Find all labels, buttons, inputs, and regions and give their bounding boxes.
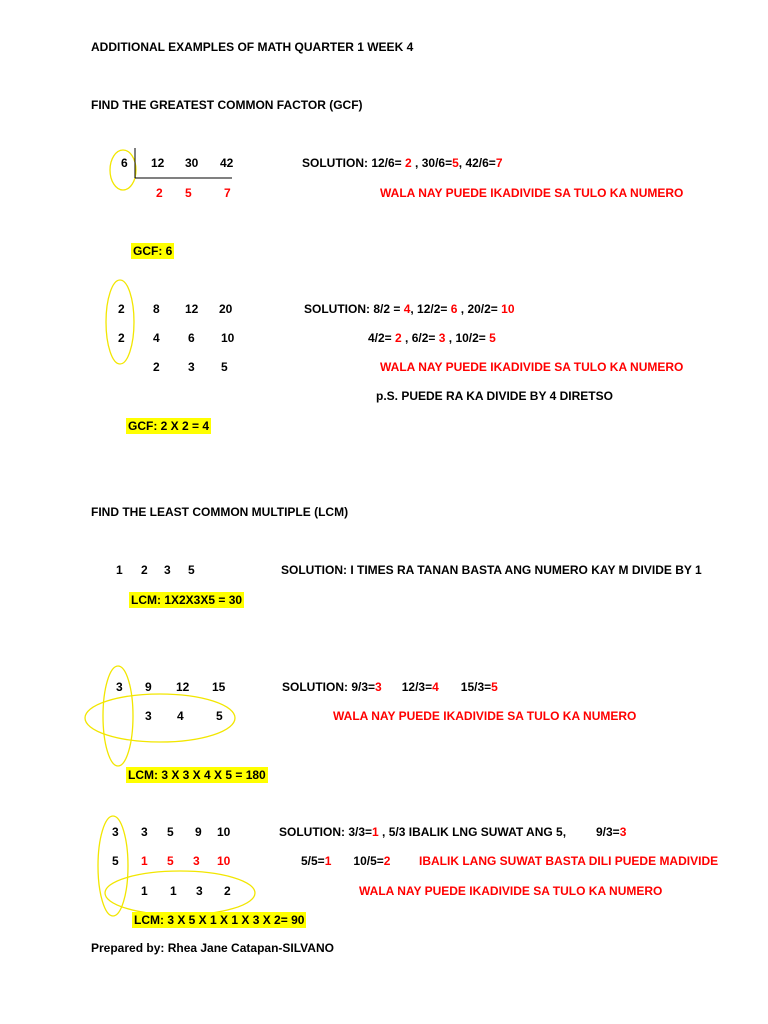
gcf1-quotient: 2 [156,186,163,200]
lcm3-num: 5 [167,825,174,839]
lcm3-quotient: 1 [141,854,148,868]
lcm2-solution: SOLUTION: 9/3=3 12/3=4 15/3=5 [282,680,498,694]
lcm2-quotient: 3 [145,709,152,723]
gcf1-answer: GCF: 6 [133,244,173,258]
gcf1-note: WALA NAY PUEDE IKADIVIDE SA TULO KA NUMERO [380,186,684,200]
lcm2-answer: LCM: 3 X 3 X 4 X 5 = 180 [128,768,266,782]
gcf2-divisor: 2 [118,331,125,345]
lcm1-num: 5 [188,563,195,577]
gcf2-solution-line2: 4/2= 2 , 6/2= 3 , 10/2= 5 [368,331,496,345]
lcm1-solution: SOLUTION: I TIMES RA TANAN BASTA ANG NUMERO KAY M DIVIDE BY 1 [281,563,702,577]
gcf2-answer: GCF: 2 X 2 = 4 [128,419,210,433]
gcf2-divisor: 2 [118,302,125,316]
gcf1-num: 30 [185,156,199,170]
lcm3-num: 9 [195,825,202,839]
lcm3-quotient: 3 [196,884,203,898]
lcm1-num: 1 [116,563,123,577]
lcm2-quotient: 4 [177,709,184,723]
lcm3-quotient: 3 [193,854,200,868]
lcm3-quotient: 1 [141,884,148,898]
lcm2-note: WALA NAY PUEDE IKADIVIDE SA TULO KA NUMERO [333,709,637,723]
gcf2-ps-note: p.S. PUEDE RA KA DIVIDE BY 4 DIRETSO [376,389,613,403]
gcf2-solution-line1: SOLUTION: 8/2 = 4, 12/2= 6 , 20/2= 10 [304,302,515,316]
lcm3-solution-line1-end: 9/3=3 [596,825,627,839]
lcm-heading: FIND THE LEAST COMMON MULTIPLE (LCM) [91,505,349,519]
lcm3-quotient: 1 [170,884,177,898]
lcm1-answer: LCM: 1X2X3X5 = 30 [131,593,243,607]
lcm2-num: 12 [176,680,190,694]
lcm3-solution-line2: 5/5=1 10/5=2 [301,854,391,868]
gcf2-note: WALA NAY PUEDE IKADIVIDE SA TULO KA NUMERO [380,360,684,374]
gcf-heading: FIND THE GREATEST COMMON FACTOR (GCF) [91,98,363,112]
gcf2-num: 12 [185,302,199,316]
lcm3-quotient: 2 [224,884,231,898]
gcf2-quotient: 2 [153,360,160,374]
lcm3-answer: LCM: 3 X 5 X 1 X 1 X 3 X 2= 90 [134,913,305,927]
gcf1-num: 12 [151,156,165,170]
lcm1-num: 2 [141,563,148,577]
lcm2-num: 9 [145,680,152,694]
circle-lcm3-row3 [105,871,255,915]
lcm3-note: WALA NAY PUEDE IKADIVIDE SA TULO KA NUMERO [359,884,663,898]
gcf2-num: 4 [153,331,160,345]
gcf2-quotient: 5 [221,360,228,374]
gcf1-num: 42 [220,156,234,170]
gcf2-num: 10 [221,331,235,345]
lcm3-quotient: 5 [167,854,174,868]
circle-gcf2-divisors [106,280,134,364]
lcm3-num: 3 [141,825,148,839]
lcm3-quotient: 10 [217,854,231,868]
gcf1-divisor: 6 [121,156,128,170]
circle-lcm2-row2 [85,694,235,742]
page-title: ADDITIONAL EXAMPLES OF MATH QUARTER 1 WEEK 4 [91,40,414,54]
footer-prepared-by: Prepared by: Rhea Jane Catapan-SILVANO [91,941,334,955]
lcm3-solution-line1: SOLUTION: 3/3=1 , 5/3 IBALIK LNG SUWAT ANG 5, [279,825,567,839]
gcf2-quotient: 3 [188,360,195,374]
lcm3-divisor: 5 [112,854,119,868]
lcm3-num: 10 [217,825,231,839]
lcm2-divisor: 3 [116,680,123,694]
lcm2-num: 15 [212,680,226,694]
gcf1-quotient: 7 [224,186,231,200]
lcm2-quotient: 5 [216,709,223,723]
lcm1-num: 3 [164,563,171,577]
gcf2-num: 6 [188,331,195,345]
gcf1-quotient: 5 [185,186,192,200]
lcm3-divisor: 3 [112,825,119,839]
lcm3-solution-line2-note: IBALIK LANG SUWAT BASTA DILI PUEDE MADIVIDE [419,854,719,868]
gcf1-solution: SOLUTION: 12/6= 2 , 30/6=5, 42/6=7 [302,156,503,170]
gcf2-num: 8 [153,302,160,316]
gcf2-num: 20 [219,302,233,316]
